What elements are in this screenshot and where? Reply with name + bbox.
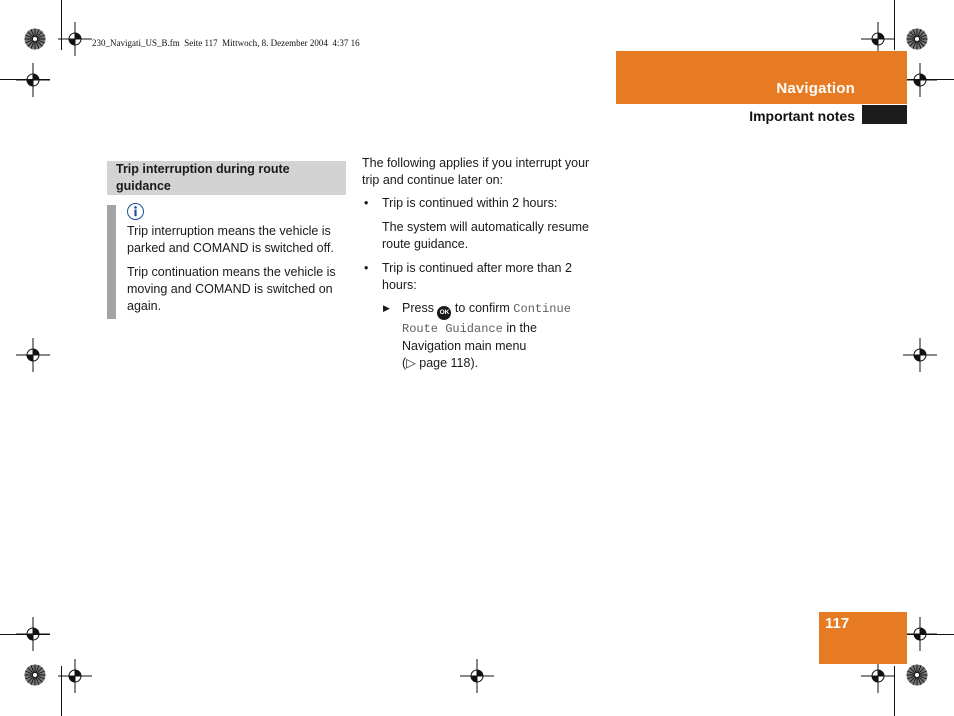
page-number-box [819, 612, 907, 664]
info-paragraph: Trip interruption means the vehicle is parked and COMAND is switched off. [127, 224, 334, 255]
menu-name: Navigation main menu [402, 339, 527, 353]
file-header: 230_Navigati_US_B.fm Seite 117 Mittwoch, 8. Dezember 2004 4:37 16 [92, 38, 360, 48]
subsection-title: Important notes [749, 108, 855, 124]
bullet-marker: • [364, 261, 369, 275]
action-arrow-icon: ▶ [383, 303, 390, 313]
menu-item-name: Route Guidance [402, 322, 503, 336]
page-number: 117 [825, 615, 850, 632]
registration-mark-icon [903, 617, 937, 651]
color-rosette-icon [906, 28, 928, 50]
ok-button-icon: OK [437, 306, 451, 320]
color-rosette-icon [24, 664, 46, 686]
info-sidebar-bar [107, 205, 116, 319]
action-press-text: Press [402, 301, 434, 315]
registration-mark-icon [903, 63, 937, 97]
registration-mark-icon [460, 659, 494, 693]
bullet-item: Trip is continued within 2 hours: [382, 196, 558, 210]
info-icon [127, 203, 144, 220]
page-reference: (▷ page 118). [402, 356, 479, 370]
bullet-marker: • [364, 196, 369, 210]
info-paragraph: Trip continuation means the vehicle is moving and COMAND is switched on again. [127, 265, 336, 313]
registration-mark-icon [16, 617, 50, 651]
registration-mark-icon [58, 22, 92, 56]
registration-mark-icon [58, 659, 92, 693]
registration-mark-icon [16, 63, 50, 97]
section-banner [616, 51, 907, 104]
bullet-detail: The system will automatically resume route guidance. [382, 220, 590, 251]
action-confirm-text: to confirm [454, 301, 510, 315]
registration-mark-icon [861, 659, 895, 693]
color-rosette-icon [906, 664, 928, 686]
action-in-text: in the [506, 321, 537, 335]
topic-heading-box [107, 161, 346, 195]
color-rosette-icon [24, 28, 46, 50]
intro-paragraph: The following applies if you interrupt your trip and continue later on: [362, 156, 590, 187]
menu-item-name: Continue [513, 302, 571, 316]
bullet-item: Trip is continued after more than 2 hours: [382, 261, 572, 292]
registration-mark-icon [903, 338, 937, 372]
action-step [402, 300, 602, 372]
section-title: Navigation [776, 80, 855, 97]
registration-mark-icon [16, 338, 50, 372]
subsection-marker-bar [862, 105, 907, 124]
topic-heading: Trip interruption during route guidance [116, 162, 290, 193]
